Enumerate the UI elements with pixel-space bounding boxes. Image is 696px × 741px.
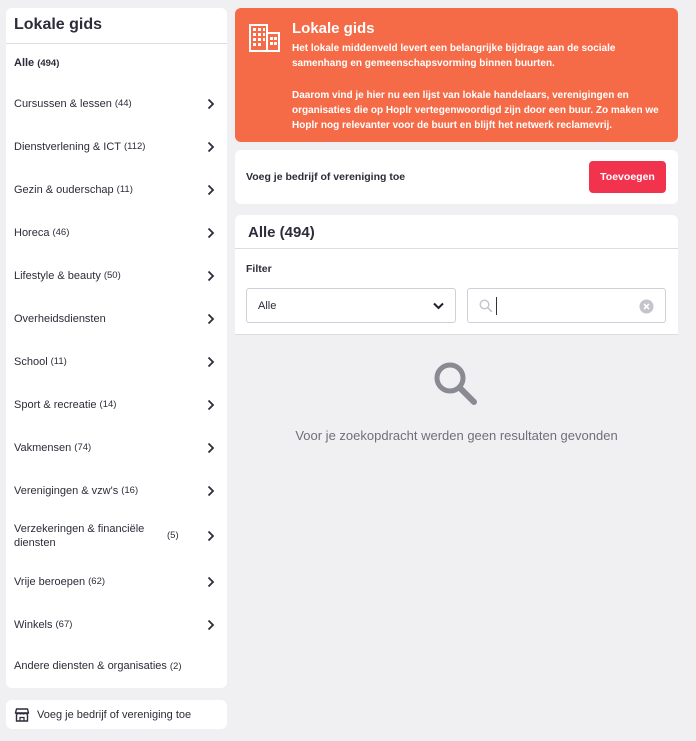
sidebar-add-label: Voeg je bedrijf of vereniging toe: [37, 708, 192, 721]
category-name: Winkels: [14, 618, 53, 631]
sidebar-add-business-button[interactable]: [6, 700, 227, 729]
empty-results-message: Voor je zoekopdracht werden geen resultaten gevonden: [295, 428, 618, 443]
chevron-right-icon: [207, 399, 215, 411]
category-count: (11): [116, 184, 133, 195]
category-name: Verzekeringen & financiële diensten: [14, 523, 145, 549]
category-name: School: [14, 355, 48, 368]
category-item-school[interactable]: [6, 340, 227, 383]
chevron-right-icon: [207, 576, 215, 588]
select-value: Alle: [258, 299, 277, 312]
category-count: (50): [103, 270, 121, 281]
banner-intro-text: Het lokale middenveld levert een belangrijke bijdrage aan de sociale samenhang en gemeenschapsvorming binnen buurten.: [292, 43, 616, 69]
filter-label: Filter: [246, 263, 272, 275]
chevron-right-icon: [207, 184, 215, 196]
search-icon: [432, 360, 478, 406]
add-business-card: [235, 150, 678, 204]
category-item-vrije-beroepen[interactable]: [6, 560, 227, 603]
category-item-dienstverlening[interactable]: [6, 125, 227, 168]
category-count: (44): [114, 98, 132, 109]
category-select[interactable]: [246, 288, 456, 323]
category-item-overheidsdiensten[interactable]: [6, 297, 227, 340]
results-title: Alle (494): [235, 215, 678, 249]
category-name: Lifestyle & beauty: [14, 269, 101, 282]
chevron-right-icon: [207, 227, 215, 239]
category-name: Sport & recreatie: [14, 398, 97, 411]
chevron-right-icon: [207, 313, 215, 325]
add-business-text: Voeg je bedrijf of vereniging toe: [246, 171, 406, 183]
category-count: (11): [50, 356, 67, 367]
building-icon: [249, 24, 280, 52]
category-item-winkels[interactable]: [6, 603, 227, 646]
chevron-right-icon: [207, 356, 215, 368]
category-count: (62): [88, 576, 106, 587]
category-count: (46): [52, 227, 70, 238]
chevron-right-icon: [207, 270, 215, 282]
category-name: Dienstverlening & ICT: [14, 140, 121, 153]
chevron-right-icon: [207, 141, 215, 153]
category-list: [6, 44, 227, 686]
category-item-sport[interactable]: [6, 383, 227, 426]
category-name: Cursussen & lessen: [14, 97, 112, 110]
category-item-verenigingen[interactable]: [6, 469, 227, 512]
category-item-gezin[interactable]: [6, 168, 227, 211]
category-count: (14): [99, 399, 117, 410]
chevron-right-icon: [207, 530, 215, 542]
category-name: Vrije beroepen: [14, 575, 86, 588]
category-item-cursussen[interactable]: [6, 82, 227, 125]
results-panel: [235, 215, 678, 335]
category-item-andere[interactable]: [6, 646, 227, 686]
chevron-right-icon: [207, 485, 215, 497]
search-box[interactable]: [467, 288, 666, 323]
chevron-right-icon: [207, 619, 215, 631]
category-item-alle[interactable]: [6, 44, 227, 82]
category-item-vakmensen[interactable]: [6, 426, 227, 469]
category-count: (67): [55, 619, 73, 630]
clear-icon[interactable]: [639, 299, 654, 314]
category-count: (16): [121, 485, 139, 496]
banner-detail-text: Daarom vind je hier nu een lijst van lokale handelaars, verenigingen en organisaties die op Hoplr vertegenwoordigd zijn door een buur. Zo maken we Hoplr nog relevanter voor de buurt en blijft het netwerk reclamevrij.: [292, 90, 659, 131]
category-count: (74): [74, 442, 92, 453]
category-name: Andere diensten & organisaties: [14, 660, 167, 672]
category-item-lifestyle[interactable]: [6, 254, 227, 297]
category-name: Alle: [14, 57, 35, 69]
add-button[interactable]: Toevoegen: [589, 161, 666, 193]
category-count: (494): [37, 57, 60, 69]
chevron-right-icon: [207, 442, 215, 454]
store-icon: [14, 708, 30, 722]
search-icon: [479, 299, 493, 313]
category-count: (2): [169, 660, 182, 672]
category-name: Verenigingen & vzw's: [14, 484, 119, 497]
category-count: (112): [124, 141, 146, 152]
category-item-horeca[interactable]: [6, 211, 227, 254]
category-name: Gezin & ouderschap: [14, 183, 114, 196]
category-name: Horeca: [14, 226, 50, 239]
category-item-verzekeringen[interactable]: [6, 512, 227, 560]
banner-title: Lokale gids: [292, 20, 375, 37]
category-sidebar: [6, 8, 227, 688]
chevron-down-icon: [433, 302, 444, 310]
category-name: Overheidsdiensten: [14, 312, 106, 325]
sidebar-title: Lokale gids: [6, 8, 227, 44]
category-count: (5): [167, 530, 179, 541]
info-banner: [235, 8, 678, 142]
chevron-right-icon: [207, 98, 215, 110]
search-input[interactable]: [496, 297, 636, 315]
category-name: Vakmensen: [14, 441, 72, 454]
